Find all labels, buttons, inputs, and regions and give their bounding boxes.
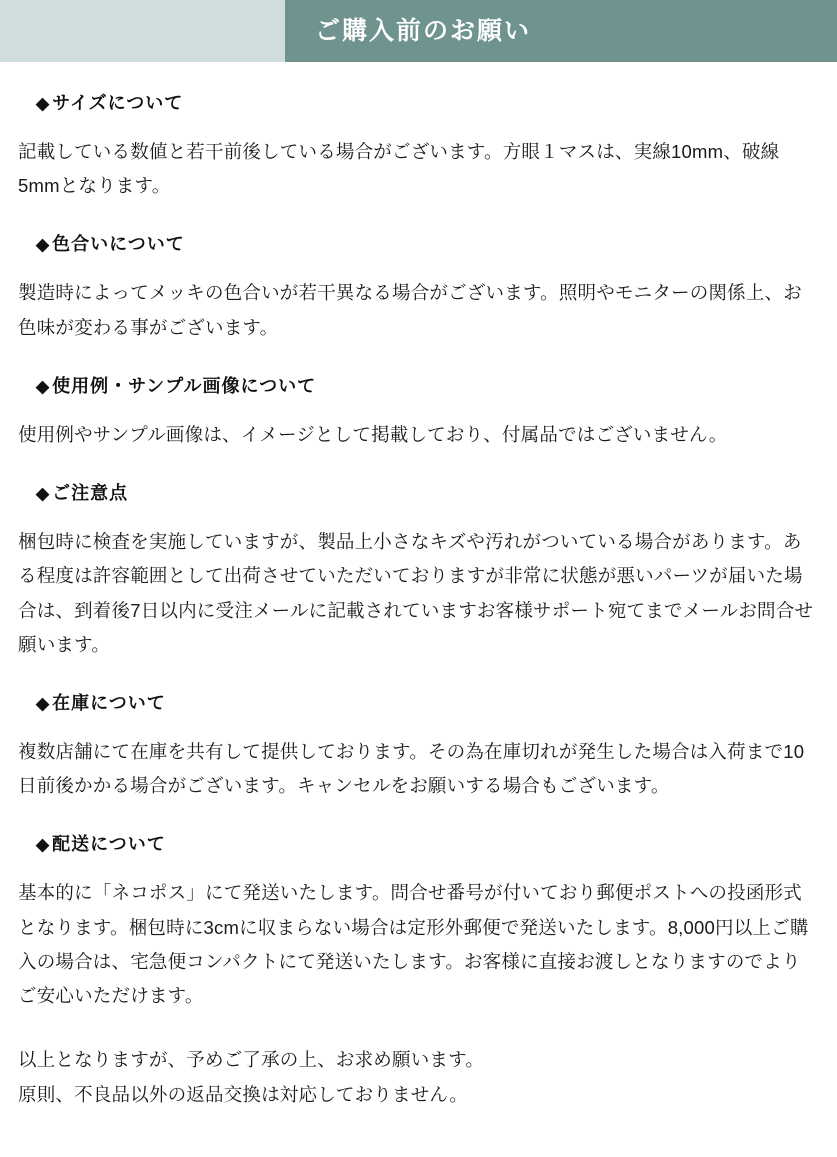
- section-body-shipping: 基本的に「ネコポス」にて発送いたします。問合せ番号が付いており郵便ポストへの投函形式となります。梱包時に3cmに収まらない場合は定形外郵便で発送いたします。8,000円以上ご購入の場合は、宅急便コンパクトにて発送いたします。お客様に直接お渡しとなりますのでよりご安心いただけます。: [18, 882, 809, 1007]
- closing-line-1: 以上となりますが、予めご了承の上、お求め願います。: [18, 1049, 485, 1071]
- bullet-marker-icon: ◆: [36, 376, 51, 396]
- section-heading-sample-image-label: 使用例・サンプル画像について: [52, 375, 317, 396]
- notice-content: [0, 62, 837, 1112]
- section-heading-cautions: [36, 480, 819, 507]
- section-heading-size-label: サイズについて: [52, 93, 184, 113]
- section-body-color: 製造時によってメッキの色合いが若干異なる場合がございます。照明やモニターの関係上、お色味が変わる事がございます。: [18, 282, 802, 338]
- section-stock: [18, 690, 819, 803]
- section-heading-cautions-label: ご注意点: [52, 483, 129, 504]
- bullet-marker-icon: ◆: [36, 484, 51, 504]
- section-heading-sample-image: [36, 373, 819, 400]
- section-heading-shipping-label: 配送について: [52, 834, 166, 855]
- section-heading-color-label: 色合いについて: [52, 234, 185, 255]
- section-body-size: 記載している数値と若干前後している場合がございます。方眼１マスは、実線10mm、破線5mmとなります。: [18, 141, 780, 197]
- section-heading-color: [36, 231, 819, 258]
- section-body-sample-image: 使用例やサンプル画像は、イメージとして掲載しており、付属品ではございません。: [18, 423, 728, 445]
- bullet-marker-icon: ◆: [36, 235, 51, 255]
- section-heading-shipping: [36, 831, 819, 858]
- section-shipping: [18, 831, 819, 1013]
- bullet-marker-icon: ◆: [36, 94, 51, 113]
- section-heading-size: [36, 90, 819, 117]
- bullet-marker-icon: ◆: [36, 835, 51, 855]
- section-heading-stock-label: 在庫について: [52, 692, 166, 713]
- header-accent-block: [0, 0, 285, 62]
- page-title: ご購入前のお願い: [315, 17, 532, 45]
- section-body-stock: 複数店舗にて在庫を共有して提供しております。その為在庫切れが発生した場合は入荷まで10日前後かかる場合がございます。キャンセルをお願いする場合もございます。: [18, 740, 805, 797]
- section-color: [18, 231, 819, 344]
- section-body-cautions: 梱包時に検査を実施していますが、製品上小さなキズや汚れがついている場合があります。ある程度は許容範囲として出荷させていただいておりますが非常に状態が悪いパーツが届いた場合は、到着後7日以内に受注メールに記載されていますお客様サポート宛てまでメールお問合せ願います。: [18, 531, 814, 655]
- section-cautions: [18, 480, 819, 662]
- bullet-marker-icon: ◆: [36, 693, 51, 713]
- section-heading-stock: [36, 690, 819, 717]
- closing-line-2: 原則、不良品以外の返品交換は対応しておりません。: [18, 1083, 468, 1105]
- section-sample-image: [18, 373, 819, 452]
- page-header: [0, 0, 837, 62]
- closing-note: [18, 1043, 819, 1111]
- section-size: [18, 90, 819, 203]
